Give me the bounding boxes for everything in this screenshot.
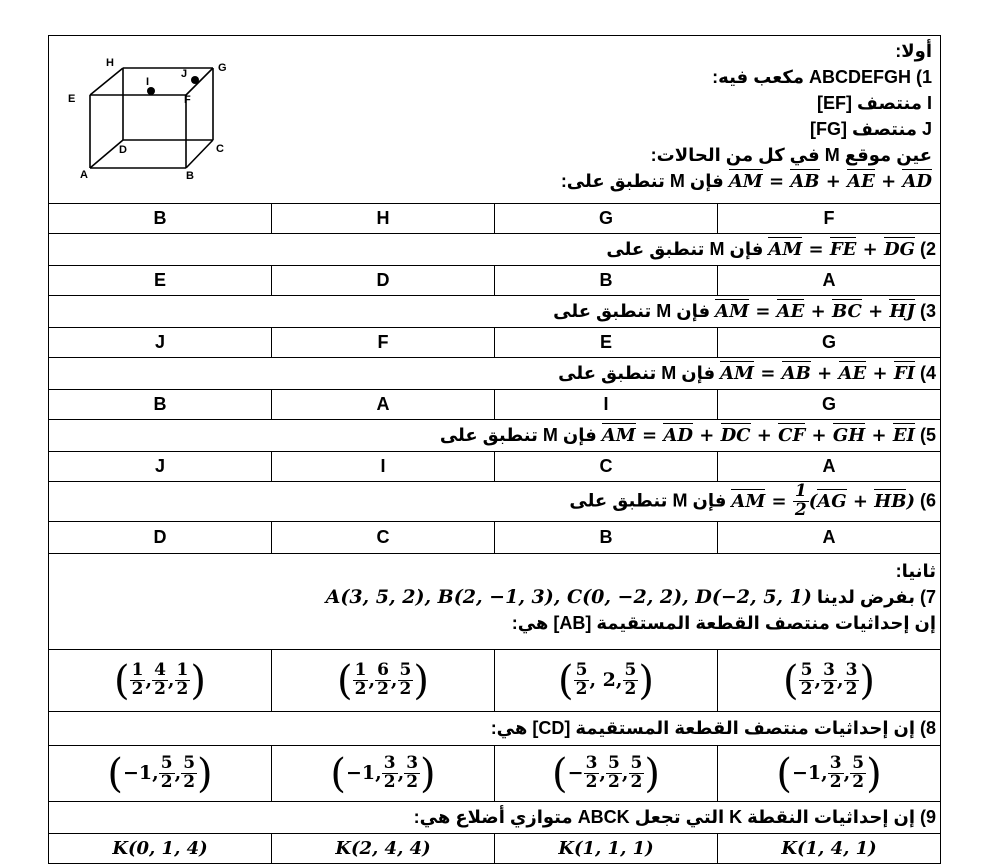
option-cell[interactable]: B [495,266,718,296]
question-2: 2) AM = FE + DG فإن M تنطبق على [49,234,941,266]
option-cell[interactable]: A [718,452,941,482]
option-cell[interactable]: K(2, 4, 4) [272,834,495,864]
option-cell[interactable]: G [495,204,718,234]
part2-header [49,554,941,650]
option-cell[interactable]: F [718,204,941,234]
label-h: H [106,57,114,69]
q7-points: A(3, 5, 2), B(2, −1, 3), C(0, −2, 2), D(−2, 5, 1) [325,586,812,608]
label-j: J [181,68,188,80]
option-cell[interactable]: I [495,390,718,420]
option-cell[interactable]: (− $\frac{3}{2}$ , $\frac{5}{2}$ , $\frac{5}{2}$ ) [495,746,718,802]
cube-figure [53,40,233,180]
option-cell[interactable]: J [49,452,272,482]
option-cell[interactable]: B [49,390,272,420]
option-cell[interactable]: F [272,328,495,358]
option-cell[interactable]: K(0, 1, 4) [49,834,272,864]
q1-line4: عين موقع M في كل من الحالات: [650,145,933,165]
point-j [191,76,199,84]
label-c: C [216,143,224,155]
question-3: 3) AM = AE + BC + HJ فإن M تنطبق على [49,296,941,328]
option-cell[interactable]: A [718,522,941,554]
part2-heading: ثانيا: [895,561,937,581]
label-a: A [80,169,88,180]
option-cell[interactable]: I [272,452,495,482]
option-cell[interactable]: C [272,522,495,554]
label-f: F [184,94,191,106]
option-cell[interactable]: G [718,328,941,358]
option-cell[interactable]: ( $\frac{5}{2}$ , 2, $\frac{5}{2}$ ) [495,650,718,712]
question-9: 9) إن إحداثيات النقطة K التي تجعل ABCK متوازي أضلاع هي: [49,802,941,834]
q7-line2: إن إحداثيات منتصف القطعة المستقيمة [AB] هي: [511,613,937,633]
option-cell[interactable]: G [718,390,941,420]
option-cell[interactable]: ( $\frac{5}{2}$ , $\frac{3}{2}$ , $\frac{3}{2}$ ) [718,650,941,712]
part1-heading: أولا: [895,41,933,61]
option-cell[interactable]: B [495,522,718,554]
option-cell[interactable]: ( $\frac{1}{2}$ , $\frac{4}{2}$ , $\frac{1}{2}$ ) [49,650,272,712]
label-g: G [218,62,227,74]
option-cell[interactable]: E [495,328,718,358]
q7-line1: 7) بفرض لدينا A(3, 5, 2), B(2, −1, 3), C(0, −2, 2), D(−2, 5, 1) [325,586,937,608]
option-cell[interactable]: J [49,328,272,358]
option-cell[interactable]: D [49,522,272,554]
option-cell[interactable]: (−1, $\frac{3}{2}$ , $\frac{3}{2}$ ) [272,746,495,802]
label-e: E [68,93,76,105]
q1-line2: I منتصف [EF] [817,93,933,113]
question-4: 4) AM = AB + AE + FI فإن M تنطبق على [49,358,941,390]
option-cell[interactable]: ( $\frac{1}{2}$ , $\frac{6}{2}$ , $\frac{5}{2}$ ) [272,650,495,712]
point-i [147,87,155,95]
option-cell[interactable]: C [495,452,718,482]
q1-equation: AM = AB + AE + AD فإن M تنطبق على: [560,171,933,192]
option-cell[interactable]: E [49,266,272,296]
label-i: I [146,76,150,88]
q1-line3: J منتصف [FG] [810,119,933,139]
option-cell[interactable]: K(1, 1, 1) [495,834,718,864]
part1-header [49,36,941,204]
option-cell[interactable]: D [272,266,495,296]
label-b: B [186,170,194,180]
option-cell[interactable]: K(1, 4, 1) [718,834,941,864]
option-cell[interactable]: B [49,204,272,234]
question-8: 8) إن إحداثيات منتصف القطعة المستقيمة [CD] هي: [49,712,941,746]
option-cell[interactable]: A [718,266,941,296]
label-d: D [119,144,127,156]
option-cell[interactable]: (−1, $\frac{3}{2}$ , $\frac{5}{2}$ ) [718,746,941,802]
option-cell[interactable]: (−1, $\frac{5}{2}$ , $\frac{5}{2}$ ) [49,746,272,802]
option-cell[interactable]: A [272,390,495,420]
question-6: 6) AM = $\frac{1}{2}$ (AG + HB) فإن M تنطبق على [49,482,941,522]
question-5: 5) AM = AD + DC + CF + GH + EI فإن M تنطبق على [49,420,941,452]
exercise-table [48,35,941,864]
option-cell[interactable]: H [272,204,495,234]
q1-line1: 1) ABCDEFGH مكعب فيه: [712,67,933,87]
